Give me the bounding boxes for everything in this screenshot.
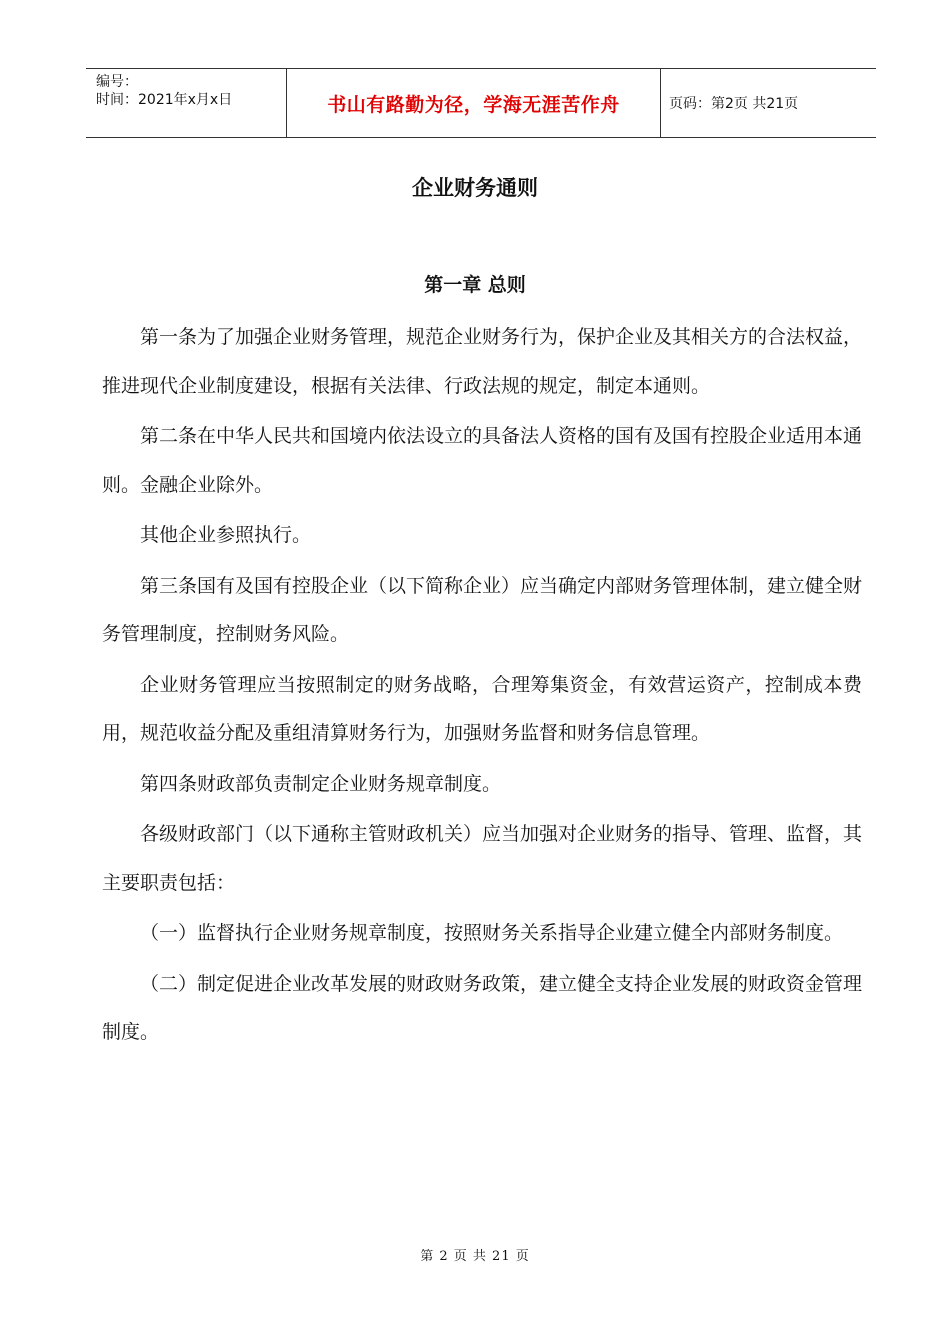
paragraph: 各级财政部门（以下通称主管财政机关）应当加强对企业财务的指导、管理、监督，其主要职责包括： [102, 823, 863, 894]
page-footer: 第 2 页 共 21 页 [420, 1249, 530, 1264]
chapter-title: 第一章 总则 [424, 274, 526, 296]
paragraph: 其他企业参照执行。 [140, 524, 312, 546]
paragraph: 企业财务管理应当按照制定的财务战略，合理筹集资金，有效营运资产，控制成本费用，规范收益分配及重组清算财务行为，加强财务监督和财务信息管理。 [102, 673, 862, 744]
paragraph: 第四条财政部负责制定企业财务规章制度。 [140, 772, 502, 795]
paragraph: 第三条国有及国有控股企业（以下简称企业）应当确定内部财务管理体制，建立健全财务管理制度，控制财务风险。 [102, 574, 863, 645]
paragraph: （二）制定促进企业改革发展的财政财务政策，建立健全支持企业发展的财政资金管理制度。 [102, 972, 863, 1043]
header-meta [86, 69, 287, 137]
paragraph: （一）监督执行企业财务规章制度，按照财务关系指导企业建立健全内部财务制度。 [140, 922, 844, 944]
paragraph: 第二条在中华人民共和国境内依法设立的具备法人资格的国有及国有控股企业适用本通则。金融企业除外。 [102, 425, 863, 496]
document-body [102, 313, 862, 1059]
page-header [86, 68, 876, 138]
paragraph: 第一条为了加强企业财务管理，规范企业财务行为，保护企业及其相关方的合法权益，推进现代企业制度建设，根据有关法律、行政法规的规定，制定本通则。 [102, 326, 863, 397]
document-number-label: 编号： [96, 74, 138, 90]
document-title: 企业财务通则 [412, 175, 538, 200]
document-time-label: 时间：2021年x月x日 [96, 92, 233, 108]
header-page-label: 页码：第2页 共21页 [669, 96, 799, 112]
header-motto: 书山有路勤为径，学海无涯苦作舟 [287, 69, 661, 137]
